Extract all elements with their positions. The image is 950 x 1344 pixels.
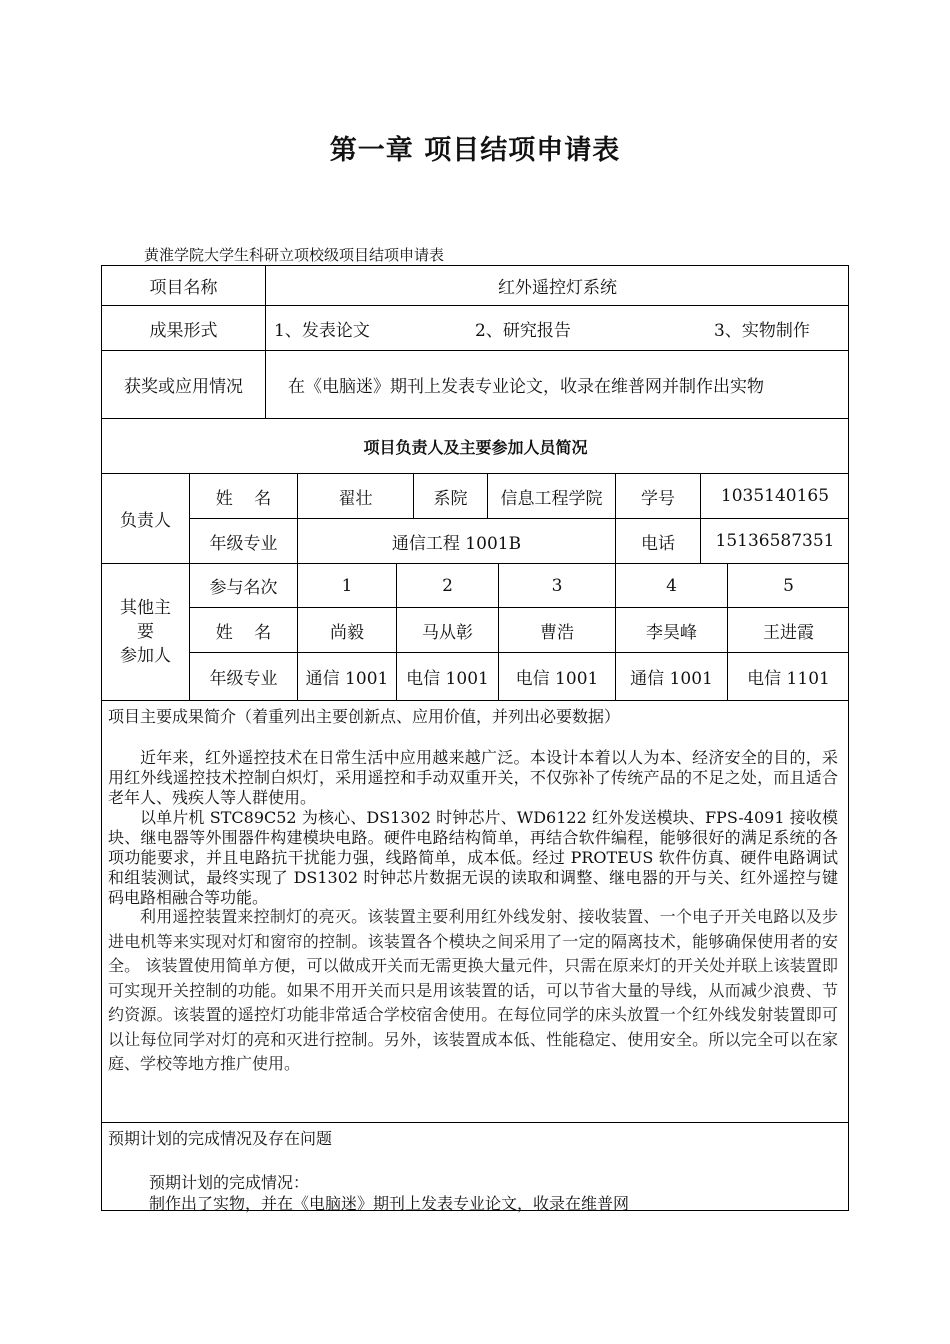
member-name: 马从彰 — [422, 622, 473, 643]
personnel-section-title: 项目负责人及主要参加人员简况 — [363, 437, 588, 457]
result-form-label: 成果形式 — [149, 320, 218, 341]
award-label: 获奖或应用情况 — [124, 377, 243, 397]
member-name: 李昊峰 — [646, 622, 697, 643]
project-name-value: 红外遥控灯系统 — [498, 278, 617, 298]
member-major: 通信 1001 — [630, 669, 713, 689]
leader-name-label: 姓 名 — [215, 488, 272, 509]
summary-paragraph-1: 近年来，红外遥控技术在日常生活中应用越来越广泛。本设计本着以人为本、经济安全的目的，采用红外线遥控技术控制白炽灯，采用遥控和手动双重开关，不仅弥补了传统产品的不足之处，而且适合老年人、残疾人等人群使用。 — [108, 748, 838, 807]
member-name: 王进霞 — [763, 622, 814, 643]
leader-dept: 信息工程学院 — [500, 488, 603, 509]
plan-subheading: 预期计划的完成情况： — [149, 1172, 310, 1192]
member-rank: 4 — [666, 575, 677, 596]
member-rank: 5 — [783, 575, 794, 596]
member-name-label: 姓 名 — [215, 622, 272, 643]
leader-label: 负责人 — [120, 511, 171, 531]
member-major: 电信 1001 — [406, 669, 489, 689]
result-option-report: 2、研究报告 — [475, 320, 571, 341]
award-value: 在《电脑迷》期刊上发表专业论文，收录在维普网并制作出实物 — [288, 377, 764, 397]
leader-phone: 15136587351 — [715, 531, 835, 551]
leader-dept-label: 系院 — [433, 488, 468, 509]
summary-paragraph-2: 以单片机 STC89C52 为核心、DS1302 时钟芯片、WD6122 红外发送模块、FPS-4091 接收模块、继电器等外围器件构建模块电路。硬件电路结构简单，再结合软件编程，能够很好的满足系统的各项功能要求，并且电路抗干扰能力强，线路简单，成本低。经过 PROTEUS 软件仿真、硬件电路调试和组装测试，最终实现了 DS1302 时钟芯片数据无误的读取和调整、继电器的开与关、红外遥控与键码电路相融合等功能。 — [108, 808, 838, 907]
member-major: 电信 1101 — [747, 669, 830, 689]
leader-phone-label: 电话 — [641, 533, 675, 554]
member-rank: 3 — [551, 575, 563, 596]
other-members-label: 其他主 要 参加人 — [120, 598, 171, 666]
summary-heading: 项目主要成果简介（着重列出主要创新点、应用价值，并列出必要数据） — [108, 706, 621, 726]
summary-paragraph-3: 利用遥控装置来控制灯的亮灭。该装置主要利用红外线发射、接收装置、一个电子开关电路以及步进电机等来实现对灯和窗帘的控制。该装置各个模块之间采用了一定的隔离技术，能够确保使用者的安全。 该装置使用简单方便，可以做成开关而无需更换大量元件，只需在原来灯的开关处并联上该装置即可实现开关控制的功能。如果不用开关而只是用该装置的话，可以节省大量的导线，从而减少浪费、节约资源。该装置的遥控灯功能非常适合学校宿舍使用。在每位同学的床头放置一个红外线发射装置即可以让每位同学对灯的亮和灭进行控制。另外，该装置成本低、性能稳定、使用安全。所以完全可以在家庭、学校等地方推广使用。 — [108, 907, 838, 1073]
leader-name: 翟壮 — [338, 488, 373, 509]
leader-id: 1035140165 — [720, 486, 830, 506]
rank-label: 参与名次 — [209, 578, 278, 598]
member-rank: 2 — [442, 575, 453, 596]
member-major: 通信 1001 — [305, 669, 389, 689]
member-major-label: 年级专业 — [209, 669, 278, 689]
form-subtitle: 黄淮学院大学生科研立项校级项目结项申请表 — [144, 246, 445, 264]
project-name-label: 项目名称 — [149, 278, 218, 298]
leader-major-label: 年级专业 — [209, 533, 278, 554]
plan-heading: 预期计划的完成情况及存在问题 — [108, 1128, 333, 1148]
leader-major: 通信工程 1001B — [391, 533, 522, 554]
member-name: 曹浩 — [540, 622, 574, 643]
plan-text: 制作出了实物，并在《电脑迷》期刊上发表专业论文，收录在维普网 — [149, 1193, 630, 1213]
member-rank: 1 — [341, 575, 353, 596]
member-name: 尚毅 — [330, 622, 364, 643]
member-major: 电信 1001 — [515, 669, 599, 689]
leader-id-label: 学号 — [641, 488, 675, 509]
result-option-product: 3、实物制作 — [714, 320, 810, 341]
result-option-paper: 1、发表论文 — [274, 320, 370, 341]
page-title: 第一章 项目结项申请表 — [329, 135, 621, 166]
